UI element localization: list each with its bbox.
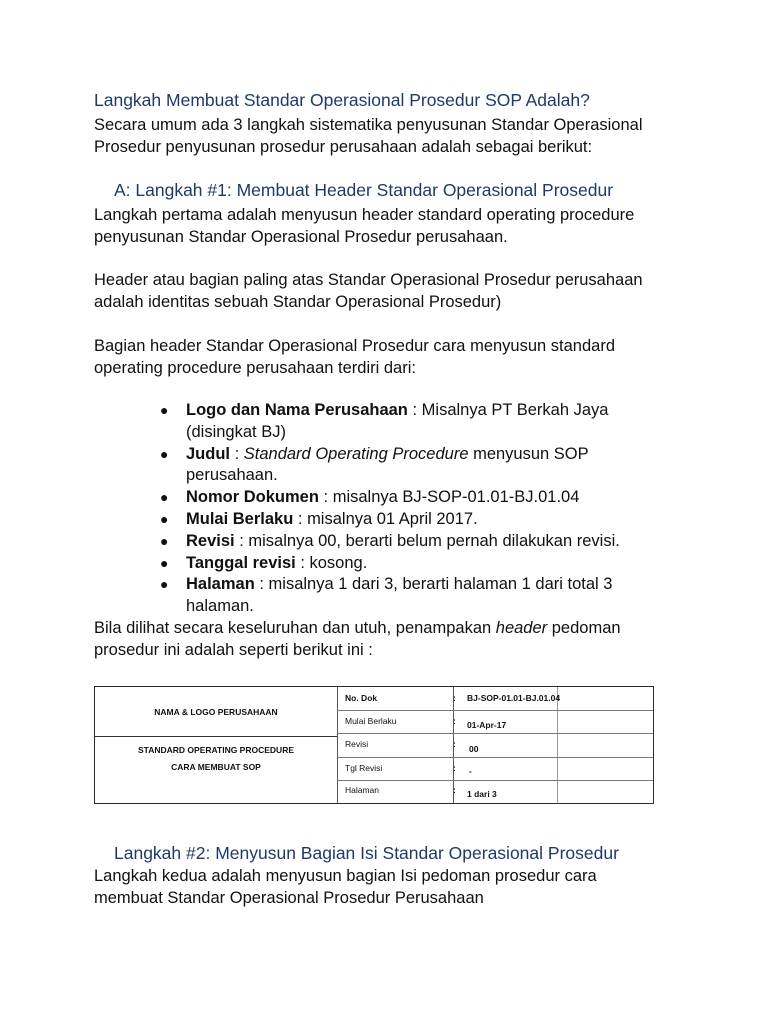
closing-line-1a: Bila dilihat secara keseluruhan dan utuh, penampakan bbox=[94, 619, 496, 637]
list-item bbox=[160, 509, 680, 531]
bullet-icon: ● bbox=[160, 402, 169, 418]
intro-line-2: Prosedur penyusunan prosedur perusahaan adalah sebagai berikut: bbox=[94, 138, 593, 156]
step1-para1-line-2: penyusunan Standar Operasional Prosedur perusahaan. bbox=[94, 228, 508, 246]
row-value: - bbox=[469, 766, 472, 776]
intro-paragraph bbox=[94, 114, 694, 158]
table-divider bbox=[337, 710, 653, 711]
step2-heading: Langkah #2: Menyusun Bagian Isi Standar Operasional Prosedur bbox=[114, 843, 619, 863]
company-name-cell: NAMA & LOGO PERUSAHAAN bbox=[154, 707, 278, 717]
bullet-icon: ● bbox=[160, 489, 169, 506]
list-item-term: Tanggal revisi bbox=[186, 553, 296, 572]
step2-line-1: Langkah kedua adalah menyusun bagian Isi pedoman prosedur cara bbox=[94, 867, 597, 885]
list-item-term: Revisi bbox=[186, 531, 235, 550]
list-item-separator: : bbox=[230, 444, 244, 463]
bullet-icon: ● bbox=[160, 510, 169, 527]
list-item-separator: : bbox=[234, 531, 249, 550]
row-value: 01-Apr-17 bbox=[467, 720, 507, 730]
list-item-desc: misalnya BJ-SOP-01.01-BJ.01.04 bbox=[332, 488, 580, 507]
row-value: 00 bbox=[469, 744, 479, 754]
list-item-term: Judul bbox=[186, 444, 230, 463]
step1-paragraph-3 bbox=[94, 335, 694, 379]
list-item-separator: : bbox=[254, 575, 269, 594]
section-heading-sop: Langkah Membuat Standar Operasional Prosedur SOP Adalah? bbox=[94, 90, 590, 110]
header-components-list bbox=[160, 400, 680, 618]
step1-paragraph-2 bbox=[94, 269, 694, 313]
list-item-desc-italic: Standard Operating Procedure bbox=[243, 444, 469, 463]
step1-heading: A: Langkah #1: Membuat Header Standar Operasional Prosedur bbox=[114, 180, 614, 200]
row-label: Halaman bbox=[345, 785, 380, 795]
table-divider bbox=[557, 687, 558, 803]
step1-para2-line-2: adalah identitas sebuah Standar Operasional Prosedur) bbox=[94, 293, 502, 311]
row-colon: : bbox=[453, 763, 456, 773]
table-divider bbox=[337, 687, 338, 803]
closing-paragraph bbox=[94, 617, 694, 661]
list-item bbox=[160, 531, 680, 553]
row-value: 1 dari 3 bbox=[467, 789, 497, 799]
table-divider bbox=[337, 780, 653, 781]
list-item bbox=[160, 444, 680, 488]
list-item-desc: misalnya 1 dari 3, berarti halaman 1 dari total 3 halaman. bbox=[186, 575, 613, 616]
bullet-icon: ● bbox=[160, 445, 169, 462]
list-item-separator: : bbox=[293, 509, 308, 528]
sop-title-line-2: CARA MEMBUAT SOP bbox=[171, 762, 261, 772]
row-colon: : bbox=[453, 693, 456, 703]
list-item-term: Mulai Berlaku bbox=[186, 509, 294, 528]
row-label: Revisi bbox=[345, 739, 369, 749]
list-item bbox=[160, 574, 680, 618]
list-item bbox=[160, 487, 680, 509]
bullet-icon: ● bbox=[160, 554, 169, 571]
list-item-separator: : bbox=[295, 553, 310, 572]
list-item-desc: misalnya 00, berarti belum pernah dilakukan revisi. bbox=[248, 531, 620, 550]
sop-title-line-1: STANDARD OPERATING PROCEDURE bbox=[138, 745, 294, 755]
bullet-icon: ● bbox=[160, 532, 169, 549]
row-colon: : bbox=[453, 739, 456, 749]
table-divider bbox=[337, 757, 653, 758]
list-item-desc: kosong. bbox=[309, 553, 368, 572]
step1-para3-line-1: Bagian header Standar Operasional Prosedur cara menyusun standard bbox=[94, 337, 615, 355]
step1-para1-line-1: Langkah pertama adalah menyusun header standard operating procedure bbox=[94, 206, 635, 224]
intro-line-1: Secara umum ada 3 langkah sistematika penyusunan Standar Operasional bbox=[94, 116, 643, 134]
bullet-icon: ● bbox=[160, 576, 169, 593]
row-label: No. Dok bbox=[345, 693, 378, 703]
row-label: Tgl Revisi bbox=[345, 763, 383, 773]
step1-para3-line-2: operating procedure perusahaan terdiri dari: bbox=[94, 359, 416, 377]
closing-line-1b: pedoman bbox=[547, 619, 621, 637]
list-item-term: Logo dan Nama Perusahaan bbox=[186, 401, 408, 419]
step1-para2-line-1: Header atau bagian paling atas Standar Operasional Prosedur perusahaan bbox=[94, 271, 643, 289]
step1-paragraph-1 bbox=[94, 204, 694, 248]
list-item-term: Halaman bbox=[186, 575, 255, 594]
list-item-separator: : bbox=[318, 488, 333, 507]
row-label: Mulai Berlaku bbox=[345, 716, 397, 726]
closing-line-1-italic: header bbox=[495, 619, 548, 637]
list-item-desc: menyusun SOP perusahaan. bbox=[186, 444, 589, 485]
list-item bbox=[160, 553, 680, 575]
list-item-desc: misalnya 01 April 2017. bbox=[307, 509, 478, 528]
step2-paragraph bbox=[94, 865, 694, 909]
list-item bbox=[160, 400, 680, 444]
row-value: BJ-SOP-01.01-BJ.01.04 bbox=[467, 693, 561, 703]
closing-line-2: prosedur ini adalah seperti berikut ini : bbox=[94, 641, 373, 659]
list-item-separator: : bbox=[407, 401, 422, 419]
table-divider bbox=[95, 736, 337, 737]
table-divider bbox=[337, 733, 653, 734]
step2-line-2: membuat Standar Operasional Prosedur Perusahaan bbox=[94, 889, 484, 907]
row-colon: : bbox=[453, 716, 456, 726]
list-item-desc: Misalnya PT Berkah Jaya (disingkat BJ) bbox=[186, 401, 609, 441]
sop-header-table bbox=[94, 686, 654, 804]
row-colon: : bbox=[453, 785, 456, 795]
list-item-term: Nomor Dokumen bbox=[186, 488, 319, 507]
